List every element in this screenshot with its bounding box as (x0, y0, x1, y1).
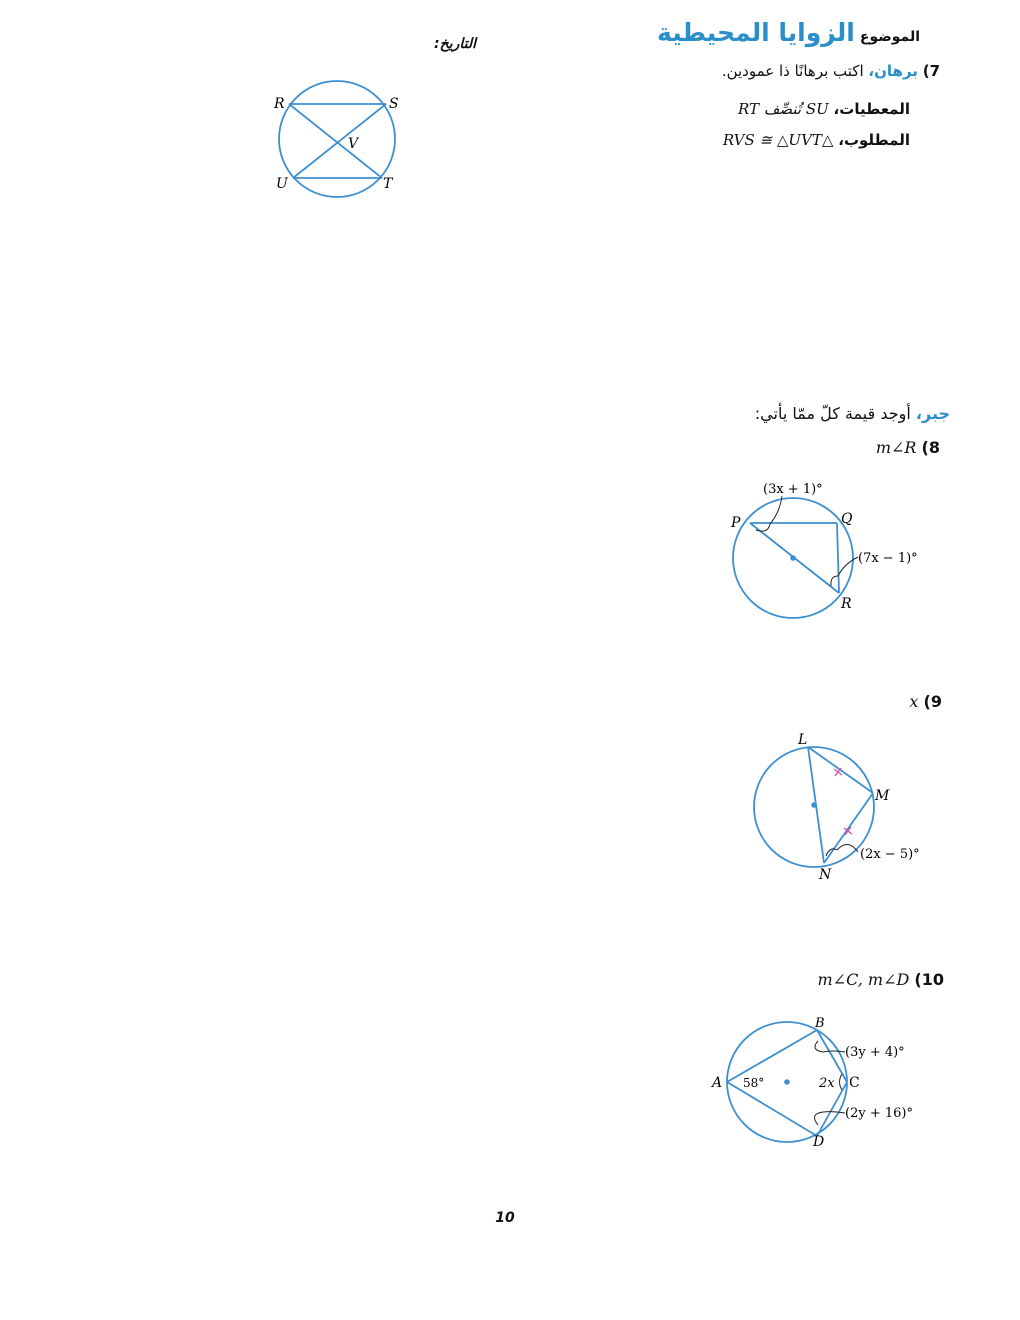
q7-circle (279, 81, 395, 197)
label-t: T (383, 176, 393, 192)
label-p: P (731, 515, 741, 531)
q8-angle-p-label: (3x + 1)° (763, 482, 823, 497)
q7-given-label: المعطيات (839, 100, 910, 118)
arc-mark-b (815, 1041, 823, 1052)
label-d: D (813, 1134, 825, 1150)
chord-rt (289, 104, 382, 178)
q10-angle-b-label: (3y + 4)° (845, 1045, 905, 1060)
leader-b (823, 1051, 845, 1052)
chord-qr (837, 523, 839, 593)
q9-expr: x (909, 692, 919, 711)
q8-center-dot (790, 555, 796, 561)
q7-given: المعطيات، SU تُنصِّف RT (738, 100, 910, 118)
page-number: 10 (495, 1210, 515, 1226)
arc-mark-c (840, 1074, 843, 1090)
q7-heading: 7) برهان، اكتب برهانًا ذا عمودين. (721, 62, 940, 80)
label-m: M (875, 788, 890, 804)
q10-angle-c-label: 2x (819, 1076, 835, 1091)
algebra-label: جبر (921, 404, 950, 423)
topic-label: الموضوع (859, 29, 920, 45)
chord-su (293, 104, 386, 178)
q7-given-text: SU تُنصِّف RT (738, 100, 829, 118)
label-b: B (815, 1016, 825, 1031)
leader-d (823, 1112, 845, 1113)
q10-circle-figure (705, 1012, 920, 1157)
q10-angle-d-label: (2y + 16)° (845, 1106, 913, 1121)
chord-bc (817, 1030, 847, 1082)
label-s: S (389, 96, 399, 112)
q10-number: (10 (914, 970, 944, 989)
q8-angle-r-label: (7x − 1)° (858, 551, 918, 566)
leader-r (838, 557, 858, 576)
label-c: C (849, 1075, 860, 1091)
label-r: R (274, 96, 285, 112)
label-r8: R (841, 596, 852, 612)
q10-expr: m∠C, m∠D (817, 970, 910, 989)
q10-center-dot (784, 1079, 790, 1085)
arc-mark-d (814, 1112, 823, 1125)
chord-ab (727, 1030, 817, 1082)
q8-number: (8 (921, 438, 940, 457)
topic-title: الزوايا المحيطية (657, 18, 855, 47)
arc-mark-r (831, 576, 838, 586)
date-label: التاريخ: (434, 36, 476, 52)
q7-prove-text: △RVS ≅ △UVT (722, 131, 834, 149)
q10-angle-a-label: 58° (743, 1076, 765, 1090)
q8-circle-figure (720, 476, 930, 626)
algebra-heading: جبر، أوجد قيمة كلّ ممّا يأتي: (754, 404, 950, 423)
q8-heading (840, 438, 940, 457)
q7-circle-figure (262, 80, 412, 205)
label-a: A (712, 1075, 723, 1091)
q9-angle-label: (2x − 5)° (860, 847, 920, 862)
q7-instruction: اكتب برهانًا ذا عمودين. (721, 62, 864, 80)
label-q: Q (841, 511, 853, 527)
topic-line (630, 18, 920, 47)
q10-heading (780, 970, 944, 989)
label-u: U (276, 176, 288, 192)
algebra-instruction: أوجد قيمة كلّ ممّا يأتي: (754, 404, 911, 423)
label-n: N (819, 867, 832, 883)
q9-center-dot (811, 802, 817, 808)
label-l: L (798, 732, 808, 748)
q9-circle-figure (740, 730, 940, 890)
q7-prove-label: المطلوب (843, 131, 910, 149)
q7-number: 7) (922, 62, 940, 80)
q9-heading (880, 692, 942, 711)
q8-expr: m∠R (875, 438, 917, 457)
q7-label: برهان (874, 62, 918, 80)
label-v: V (348, 136, 359, 152)
q7-prove: المطلوب، △RVS ≅ △UVT (722, 131, 910, 149)
q9-number: (9 (923, 692, 942, 711)
chord-ad (727, 1082, 817, 1136)
